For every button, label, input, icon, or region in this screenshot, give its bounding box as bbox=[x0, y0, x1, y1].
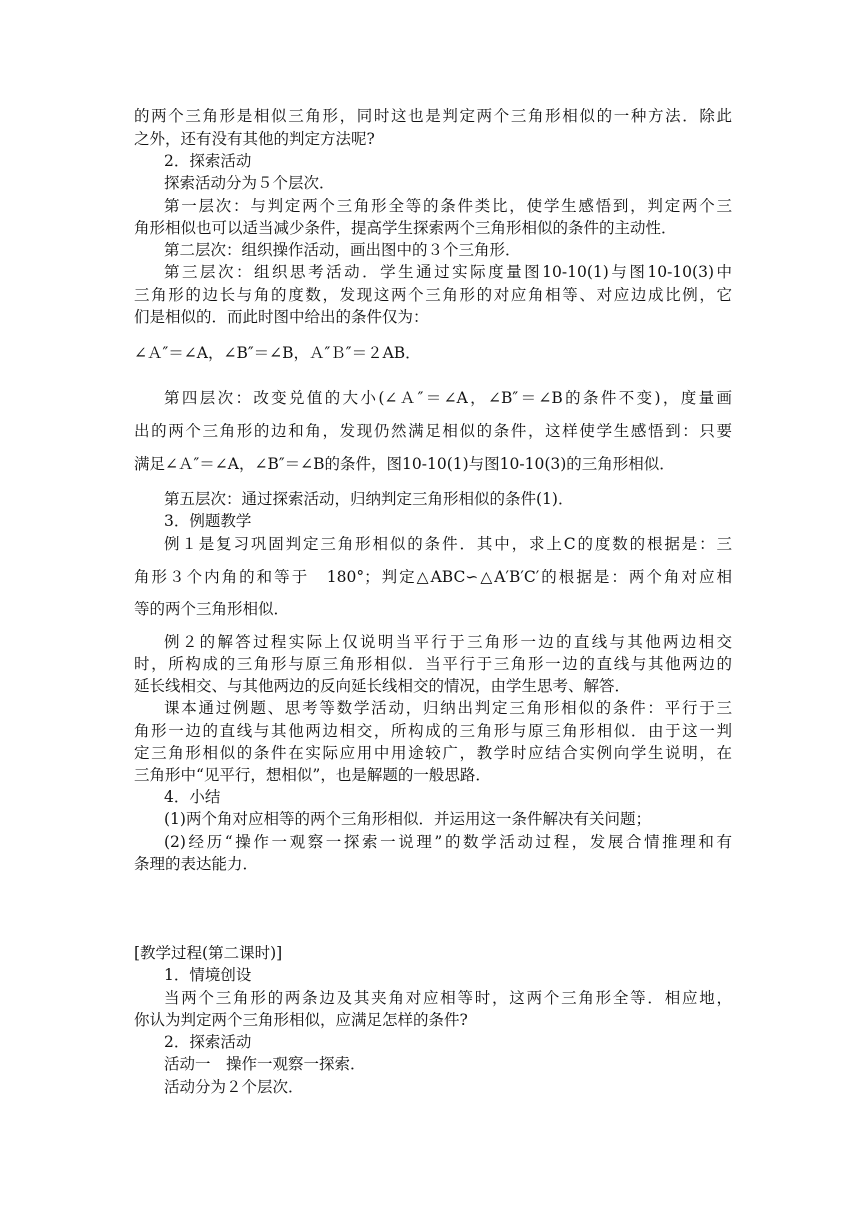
text-line: 们是相似的．而此时图中给出的条件仅为： bbox=[134, 308, 429, 326]
section-heading: 4．小结 bbox=[164, 788, 221, 806]
section-heading: 1．情境创设 bbox=[164, 966, 252, 984]
text-line: 满足∠Ａ″＝∠A，∠B″＝∠B的条件，图10-10(1)与图10-10(3)的三角形相似． bbox=[134, 455, 675, 473]
text-line: 课本通过例题、思考等数学活动，归纳出判定三角形相似的条件：平行于三 bbox=[164, 699, 732, 717]
text-line: (1)两个角对应相等的两个三角形相似．并运用这一条件解决有关问题； bbox=[164, 810, 651, 828]
text-line: 角形相似也可以适当减少条件，提高学生探索两个三角形相似的条件的主动性． bbox=[134, 219, 677, 237]
text-line: (2)经历“操作一观察一探索一说理”的数学活动过程，发展合情推理和有 bbox=[164, 833, 732, 851]
section-heading: 2．探索活动 bbox=[164, 152, 252, 170]
text-line: 你认为判定两个三角形相似，应满足怎样的条件? bbox=[134, 1011, 468, 1029]
text-line: 例１是复习巩固判定三角形相似的条件．其中，求上C的度数的根据是：三 bbox=[164, 535, 732, 553]
text-line: 的两个三角形是相似三角形，同时这也是判定两个三角形相似的一种方法．除此 bbox=[134, 107, 732, 125]
text-line: 角形３个内角的和等于 180°；判定△ABC∽△A′B′C′的根据是：两个角对应相 bbox=[134, 568, 732, 586]
text-line: 第三层次：组织思考活动．学生通过实际度量图10-10(1)与图10-10(3)中 bbox=[164, 263, 732, 281]
text-line: 之外，还有没有其他的判定方法呢? bbox=[134, 130, 375, 148]
section-heading: 2．探索活动 bbox=[164, 1033, 252, 1051]
text-line: 等的两个三角形相似． bbox=[134, 600, 290, 618]
section-title: [教学过程(第二课时)] bbox=[134, 944, 283, 962]
text-line: 活动一 操作一观察一探索． bbox=[164, 1055, 366, 1073]
text-line: 延长线相交、与其他两边的反向延长线相交的情况，由学生思考、解答． bbox=[134, 677, 631, 695]
text-line: 时，所构成的三角形与原三角形相似．当平行于三角形一边的直线与其他两边的 bbox=[134, 655, 732, 673]
text-line: 角形一边的直线与其他两边相交，所构成的三角形与原三角形相似．由于这一判 bbox=[134, 722, 732, 740]
text-line: 三角形的边长与角的度数，发现这两个三角形的对应角相等、对应边成比例，它 bbox=[134, 286, 732, 304]
text-line: 例２的解答过程实际上仅说明当平行于三角形一边的直线与其他两边相交 bbox=[164, 633, 732, 651]
text-line: 活动分为２个层次． bbox=[164, 1078, 304, 1096]
text-line: 三角形中“见平行，想相似”，也是解题的一般思路． bbox=[134, 766, 491, 784]
section-heading: 3．例题教学 bbox=[164, 512, 252, 530]
text-line: 出的两个三角形的边和角，发现仍然满足相似的条件，这样使学生感悟到：只要 bbox=[134, 422, 732, 440]
text-line: 第五层次：通过探索活动，归纳判定三角形相似的条件(1)． bbox=[164, 490, 574, 508]
text-line: 探索活动分为５个层次． bbox=[164, 174, 335, 192]
text-line: 第一层次：与判定两个三角形全等的条件类比，使学生感悟到，判定两个三 bbox=[164, 197, 732, 215]
text-line: 第四层次：改变兑值的大小(∠Ａ″＝∠A，∠B″＝∠B的条件不变)，度量画 bbox=[164, 389, 732, 407]
text-line: 当两个三角形的两条边及其夹角对应相等时，这两个三角形全等．相应地， bbox=[164, 989, 732, 1007]
text-line: 条理的表达能力． bbox=[134, 855, 259, 873]
formula-line: ∠Ａ″＝∠A，∠B″＝∠B，Ａ″Ｂ″＝２AB． bbox=[134, 344, 421, 362]
text-line: 定三角形相似的条件在实际应用中用途较广，教学时应结合实例向学生说明，在 bbox=[134, 744, 732, 762]
text-line: 第二层次：组织操作活动，画出图中的３个三角形． bbox=[164, 241, 521, 259]
